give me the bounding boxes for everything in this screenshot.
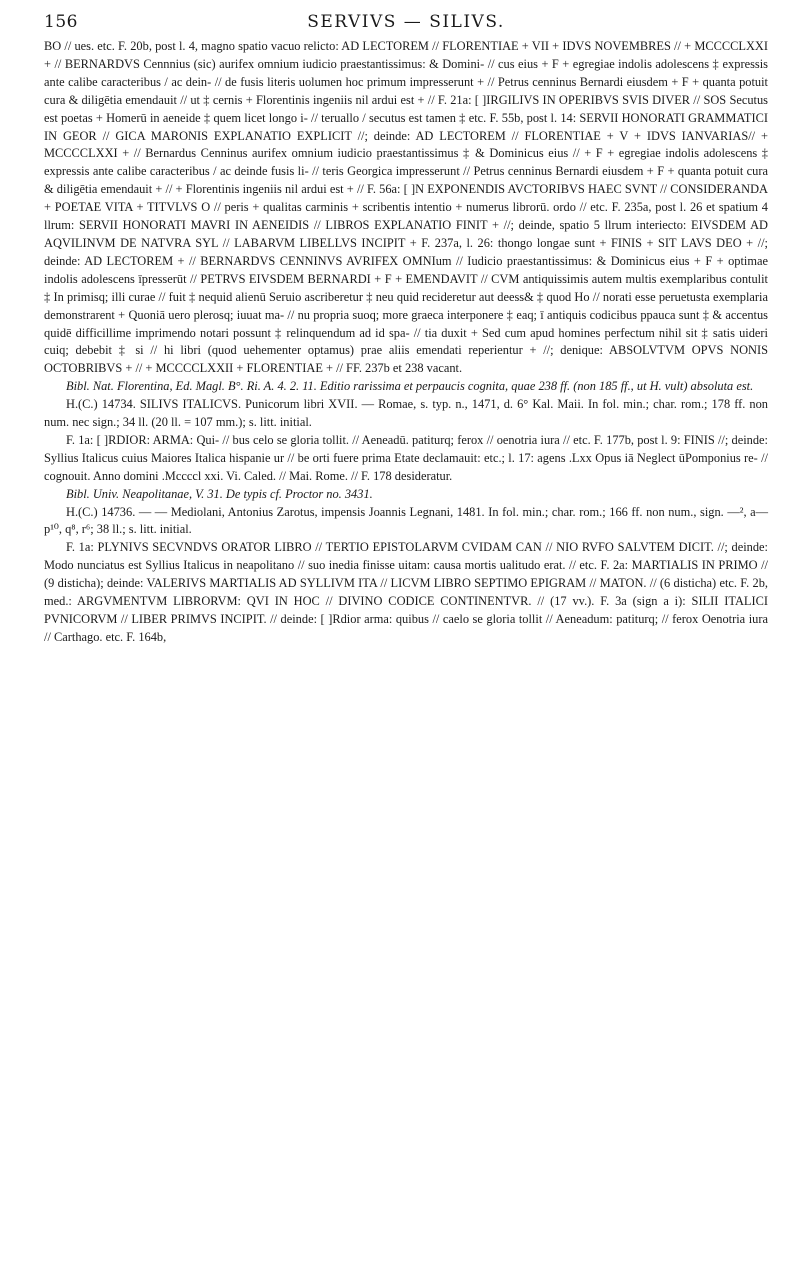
entry-silius-14734 [44, 396, 768, 503]
entry-library-note: Bibl. Nat. Florentina, Ed. Magl. B°. Ri. A. 4. 2. 11. Editio rarissima et perpaucis cognita, quae 238 ff. (non 185 ff., ut H. vult) absoluta est. [66, 379, 754, 394]
entry-heading: H.(C.) 14734. SILIVS ITALICVS. Punicorum libri XVII. — Romae, s. typ. n., 1471, d. 6° Kal. Maii. In fol. min.; char. rom.; 178 ff. non num. nec sign.; 34 ll. (20 ll. = 107 mm.); s. litt. initial. [44, 397, 768, 430]
page-header [44, 12, 768, 38]
entry-heading: H.(C.) 14736. — — Mediolani, Antonius Zarotus, impensis Joannis Legnani, 1481. In fol. min.; char. rom.; 166 ff. non num., sign. —², a—p¹⁰, q⁸, r⁶; 38 ll.; s. litt. initial. [44, 504, 768, 537]
running-title: SERVIVS — SILIVS. [307, 12, 505, 32]
entry-description: F. 1a: PLYNIVS SECVNDVS ORATOR LIBRO // TERTIO EPISTOLARVM CVIDAM CAN // NIO RVFO SALVTEM DICIT. //; deinde: Modo nunciatus est Syllius Italicus in neapolitano // suo inedia finisse uitam: causa mortis ualitudo erat. // etc. F. 2a: MARTIALIS IN PRIMO // (9 disticha); deinde: VALERIVS MARTIALIS AD SYLLIVM ITA // LICVM LIBRO SEPTIMO EPIGRAM // MATON. // (6 disticha) etc. F. 2b, med.: ARGVMENTVM LIBRORVM: QVI IN HOC // DIVINO CODICE CONTINENTVR. // (17 vv.). F. 3a (sign a i): SILII ITALICI PVNICORVM // LIBER PRIMVS INCIPIT. // deinde: [ ]Rdior arma: quibus // caelo se gloria tollit // Aeneadum: patiturq; // ferox Oenotria iura // Carthago. etc. F. 164b, [44, 540, 768, 644]
entry-servius-continuation [44, 38, 768, 396]
entry-description: BO // ues. etc. F. 20b, post l. 4, magno spatio vacuo relicto: AD LECTOREM // FLORENTIAE + VII + IDVS NOVEMBRES // + MCCCCLXXI + // BERNARDVS Cennnius (sic) aurifex omnium iudicio praestantissimus: & Domini- // cus eius + F + egregiae indolis adolescens ‡ expressis ante calibe caracteribus / ac dein- // de fusis literis uolumen hoc primum impresserunt + // Petrus cenninus Bernardi eiusdem + F + quanta potuit cura & diligētia emendauit // ut ‡ cernis + Florentinis ingeniis nil ardui est + // F. 21a: [ ]IRGILIVS IN OPERIBVS SVIS DIVER // SOS Secutus est poetas + Homerū in aeneide ‡ quem licet longo i- // teruallo / secutus est tamen ‡ etc. F. 55b, post l. 14: SERVII HONORATI GRAMMATICI IN GEOR // GICA MARONIS EXPLANATIO EXPLICIT //; deinde: AD LECTOREM // FLORENTIAE + V + IDVS IANVARIAS// + MCCCCLXXI + // Bernardus Cenninus aurifex omnium iudicio praestantissimus ‡ & Dominicus eius // + F + egregiae indolis adolescens ‡ expressis ante calibe caracteribus / ac deinde fusis li- // teris Georgica impresserunt // Petrus cenninus Bernardi eiusdem + F + quanta potuit cura & diligētia emendauit + // + Florentinis ingeniis nil ardui est + // F. 56a: [ ]N EXPONENDIS AVCTORIBVS HAEC SVNT // CONSIDERANDA + POETAE VITA + TITVLVS O // peris + qualitas carminis + scribentis intentio + numerus librorū. ordo // etc. F. 235a, post l. 26 et spatium 4 llrum: SERVII HONORATI MAVRI IN AENEIDIS // LIBROS EXPLANATIO FINIT + //; deinde, spatio 5 llrum interiecto: EIVSDEM AD AQVILINVM DE NATVRA SYL // LABARVM LIBELLVS INCIPIT + F. 237a, l. 26: thongo longae sunt + FINIS + SIT LAVS DEO + //; deinde: AD LECTOREM + // BERNARDVS CENNINVS AVRIFEX OMNIum // Iudicio praestantissimus: & Dominicus eius + F + optimae indolis adolescens īpresserūt // PETRVS EIVSDEM BERNARDI + F + EMENDAVIT // CVM antiquissimis autem multis exemplaribus contulit ‡ In primisq; illi curae // fuit ‡ nequid alienū Seruio ascriberetur ‡ neu quid recideretur aut deess& ‡ quod Ho // norati esse peruetusta exemplaria demonstrarent + Quoniā uero plerosq; iuuat ma- // nu propria suoq; more graeca interponere ‡ eaq; ī antiquis codicibus ppauca sunt ‡ & accentus quidē difficillime imprimendo notari possunt ‡ relinquendum ad id spa- // tia duxit + Sed cum apud homines perfectum nihil sit ‡ satis uideri cuiq; debebit ‡ si // hi libri (quod uehementer optamus) prae aliis emendati reperientur + //; denique: ABSOLVTVM OPVS NONIS OCTOBRIBVS + // + MCCCCLXXII + FLORENTIAE + // FF. 237b et 238 vacant. [44, 39, 768, 376]
entry-description: F. 1a: [ ]RDIOR: ARMA: Qui- // bus celo se gloria tollit. // Aeneadū. patiturq; ferox // oenotria iura // etc. F. 177b, post l. 9: FINIS //; deinde: Syllius Italicus cuius Maiores Italica hispanie ur // be orti fuere prima Etate declamauit: etc.; l. 17: agens .Lxx Opus iā Neglect ūPomponius re- // cognouit. Anno domini .Mccccl xxi. Vi. Caled. // Mai. Rome. // F. 178 desideratur. [44, 432, 768, 483]
page-number: 156 [44, 12, 78, 32]
entry-silius-14736 [44, 504, 768, 647]
entry-library-note: Bibl. Univ. Neapolitanae, V. 31. De typis cf. Proctor no. 3431. [66, 486, 373, 501]
